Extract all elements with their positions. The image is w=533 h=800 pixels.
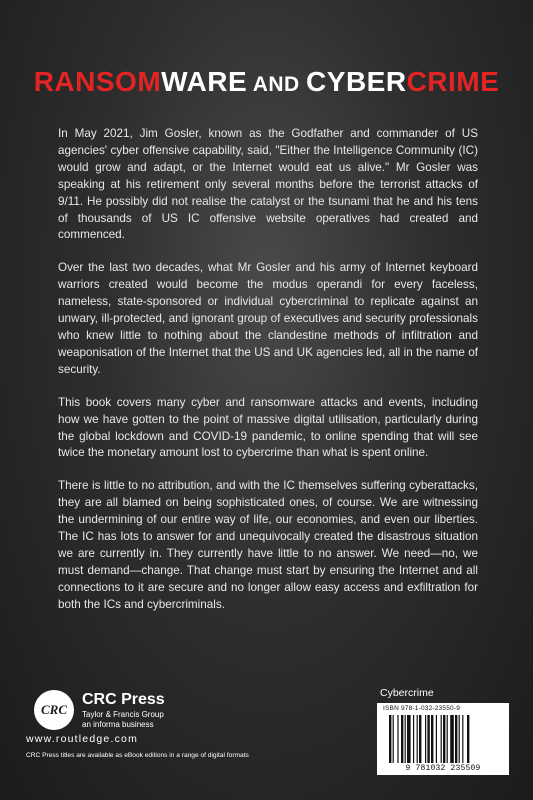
crc-logo-icon: CRC — [34, 690, 74, 730]
title-ransom: RANSOM — [33, 66, 162, 97]
blurb-paragraph-2: Over the last two decades, what Mr Gosler and his army of Internet keyboard warriors created would become the modus operandi for every faceless, nameless, state-sponsored or individual cybercriminal to replicate against an unwary, ill-protected, and ignorant group of executives and security professionals who knew little to nothing about the clandestine methods of infiltration and weaponisation of the Internet that the US and UK agencies led, all in the name of security. — [58, 261, 478, 376]
barcode-bars-icon — [389, 715, 497, 763]
category-label: Cybercrime — [380, 687, 434, 699]
blurb-paragraph-3: This book covers many cyber and ransomware attacks and events, including how we have gotten to the point of massive digital utilisation, particularly during the global lockdown and COVID-19 pandemic, to online spending that will see twice the monetary amount lost to cybercrime than what is spent online. — [58, 395, 478, 460]
ebook-footnote: CRC Press titles are available as eBook editions in a range of digital formats — [26, 752, 249, 759]
publisher-group: Taylor & Francis Group — [82, 710, 164, 719]
title-and: AND — [247, 73, 307, 96]
publisher-tagline: an informa business — [82, 720, 154, 729]
publisher-url: www.routledge.com — [26, 733, 139, 745]
isbn-barcode — [377, 703, 509, 775]
title-cyber: CYBER — [306, 66, 407, 97]
isbn-digits: 9 781032 235509 — [405, 764, 481, 773]
blurb-paragraph-4: There is little to no attribution, and with the IC themselves suffering cyberattacks, they are all blamed on being sophisticated ones, of course. We are witnessing the undermining of our entire way of life, our economies, and even our liberties. The IC has lots to answer for and unequivocally created the disastrous situation we are currently in. They currently have little to no answer. We need—no, we must demand—change. That change must start by ensuring the Internet and all connections to it are secure and no longer allow easy access and exfiltration for both the ICs and cybercriminals. — [58, 479, 478, 611]
publisher-name: CRC Press — [82, 691, 165, 708]
title-ware: WARE — [161, 66, 248, 97]
isbn-label: ISBN 978-1-032-23550-9 — [383, 705, 461, 712]
blurb-paragraph-1: In May 2021, Jim Gosler, known as the Godfather and commander of US agencies' cyber offensive capability, said, "Either the Intelligence Community (IC) would grow and adapt, or the Internet would eat us alive." Mr Gosler was speaking at his retirement only several months before the terrorist attacks of 9/11. He possibly did not realise the catalyst or the tsunami that he and his tens of thousands of US IC offensive website operatives had created and commenced. — [58, 127, 478, 242]
book-title — [0, 66, 533, 98]
title-crime: CRIME — [406, 66, 500, 97]
blurb-text — [58, 126, 478, 630]
